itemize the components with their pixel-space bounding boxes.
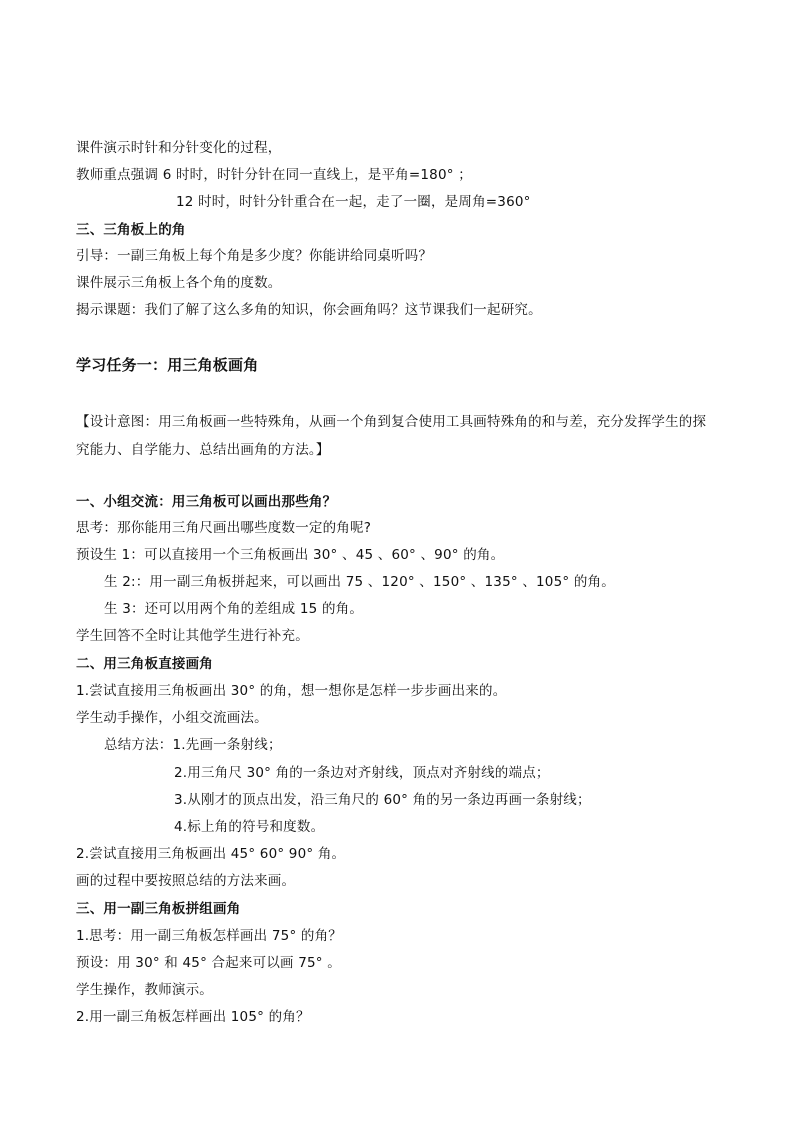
- text-line: 12 时时，时针分针重合在一起，走了一圈，是周角=360°: [176, 194, 531, 210]
- text-line: 4.标上角的符号和度数。: [174, 819, 325, 835]
- text-line: 2.尝试直接用三角板画出 45° 60° 90° 角。: [76, 846, 346, 862]
- text-line: 1.思考：用一副三角板怎样画出 75° 的角？: [76, 928, 342, 944]
- text-line: 画的过程中要按照总结的方法来画。: [76, 873, 296, 889]
- text-line: 学生操作，教师演示。: [76, 982, 213, 998]
- text-line: 3.从刚才的顶点出发，沿三角尺的 60° 角的另一条边再画一条射线；: [174, 792, 591, 808]
- text-line: 总结方法：1.先画一条射线；: [104, 737, 282, 753]
- task-title: 学习任务一：用三角板画角: [76, 356, 259, 374]
- text-line: 生 2:：用一副三角板拼起来，可以画出 75 、120° 、150° 、135° 、105° 的角。: [104, 574, 615, 590]
- text-line: 引导：一副三角板上每个角是多少度？你能讲给同桌听吗？: [76, 248, 433, 264]
- design-intent-line: 【设计意图：用三角板画一些特殊角，从画一个角到复合使用工具画特殊角的和与差，充分发挥学生的探: [76, 414, 707, 430]
- text-line: 揭示课题：我们了解了这么多角的知识，你会画角吗？这节课我们一起研究。: [76, 302, 542, 318]
- text-line: 预设：用 30° 和 45° 合起来可以画 75° 。: [76, 955, 341, 971]
- text-line: 课件展示三角板上各个角的度数。: [76, 275, 282, 291]
- text-line: 生 3：还可以用两个角的差组成 15 的角。: [104, 601, 364, 617]
- design-intent-line: 究能力、自学能力、总结出画角的方法。】: [76, 442, 330, 458]
- section-heading: 二、用三角板直接画角: [76, 656, 213, 672]
- text-line: 学生回答不全时让其他学生进行补充。: [76, 628, 309, 644]
- text-line: 预设生 1：可以直接用一个三角板画出 30° 、45 、60° 、90° 的角。: [76, 547, 505, 563]
- text-line: 课件演示时针和分针变化的过程，: [76, 140, 282, 156]
- text-line: 2.用一副三角板怎样画出 105° 的角？: [76, 1009, 310, 1025]
- text-line: 2.用三角尺 30° 角的一条边对齐射线，顶点对齐射线的端点；: [174, 765, 550, 781]
- text-line: 学生动手操作，小组交流画法。: [76, 710, 268, 726]
- section-heading: 三、三角板上的角: [76, 222, 186, 238]
- text-line: 教师重点强调 6 时时，时针分针在同一直线上，是平角=180° ；: [76, 167, 472, 183]
- section-heading: 一、小组交流：用三角板可以画出那些角？: [76, 494, 337, 510]
- text-line: 1.尝试直接用三角板画出 30° 的角，想一想你是怎样一步步画出来的。: [76, 683, 507, 699]
- section-heading: 三、用一副三角板拼组画角: [76, 901, 241, 917]
- text-line: 思考：那你能用三角尺画出哪些度数一定的角呢?: [76, 520, 372, 536]
